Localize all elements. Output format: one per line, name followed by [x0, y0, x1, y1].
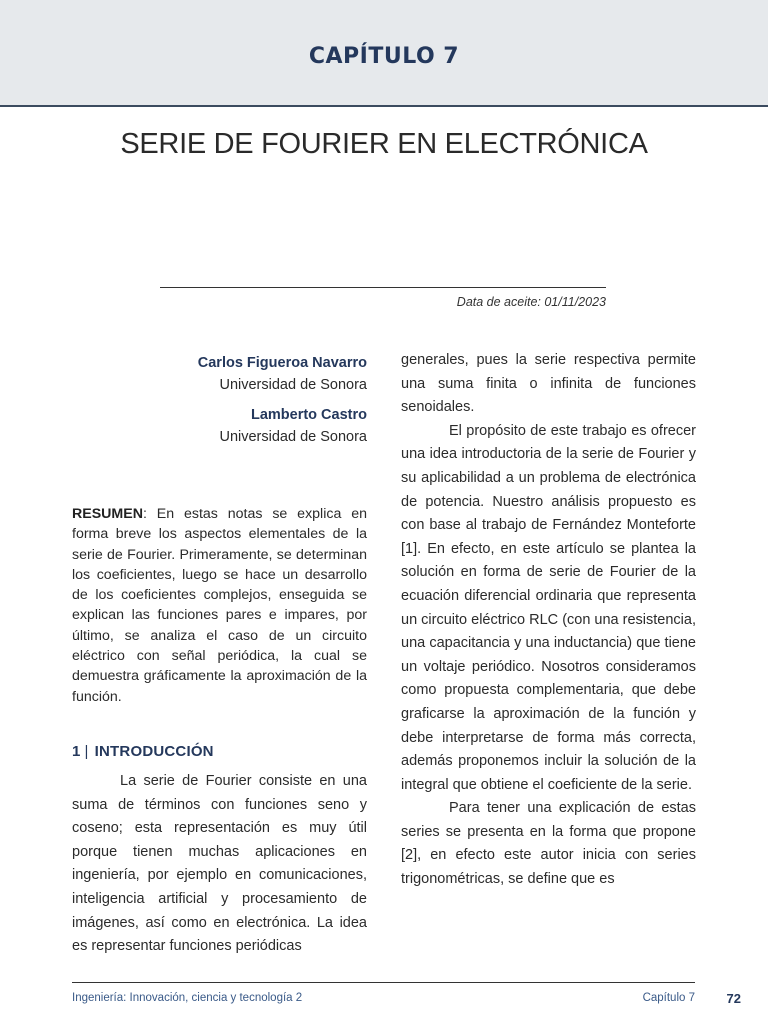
- author-entry: [72, 352, 367, 396]
- document-title: SERIE DE FOURIER EN ELECTRÓNICA: [120, 128, 648, 160]
- section-heading: [72, 743, 367, 760]
- author-name: Carlos Figueroa Navarro: [197, 355, 367, 371]
- author-name: Lamberto Castro: [250, 407, 367, 423]
- right-column: [401, 349, 696, 892]
- footer-chapter: Capítulo 7: [642, 992, 695, 1004]
- page-number: 72: [726, 991, 741, 1006]
- chapter-heading: CAPÍTULO 7: [308, 44, 460, 69]
- section-title: INTRODUCCIÓN: [94, 742, 214, 760]
- intro-paragraph: La serie de Fourier consiste en una suma de términos con funciones seno y coseno; esta representación es muy útil porque tienen muchas aplicaciones en ingeniería, por ejemplo en comunicaciones, inteligencia artificial y procesamiento de imágenes, así como en electrónica. La idea es representar funciones periódicas: [72, 772, 367, 955]
- footer-divider: [72, 982, 695, 983]
- footer-book-title: Ingeniería: Innovación, ciencia y tecnología 2: [72, 992, 303, 1004]
- author-entry: [72, 404, 367, 448]
- abstract-text: : En estas notas se explica en forma breve los aspectos elementales de la serie de Fourier. Primeramente, se determinan los coeficientes, luego se hace un desarrollo de los coeficientes complejos, enseguida se explican las funciones pares e impares, por último, se analiza el caso de un circuito eléctrico con señal periódica, la cual se demuestra gráficamente la aproximación de la función.: [72, 506, 367, 705]
- section-separator: |: [84, 742, 89, 760]
- abstract-label: RESUMEN: [72, 506, 143, 522]
- abstract: [72, 504, 367, 707]
- author-block: [72, 352, 367, 448]
- author-affiliation: Universidad de Sonora: [219, 377, 367, 393]
- title-divider: [160, 287, 606, 288]
- paragraph-continuation: generales, pues la serie respectiva permite una suma finita o infinita de funciones senoidales.: [401, 352, 696, 416]
- section-number: 1: [72, 742, 81, 760]
- left-column: [72, 352, 367, 959]
- paragraph-explanation: Para tener una explicación de estas series se presenta en la forma que propone [2], en efecto este autor inicia con series trigonométricas, se define que es: [401, 800, 696, 888]
- paragraph-purpose: El propósito de este trabajo es ofrecer una idea introductoria de la serie de Fourier y su aplicabilidad a un problema de electrónica de potencia. Nuestro análisis propuesto es con base al trabajo de Fernández Monteforte [1]. En efecto, en este artículo se plantea la solución en forma de serie de Fourier de la ecuación diferencial ordinaria que representa un circuito eléctrico RLC (con una resistencia, una capacitancia y una inductancia) que tiene un voltaje periódico. Nosotros consideramos como propuesta complementaria, que debe graficarse la aproximación de la función y debe interpretarse de forma más correcta, además proponemos incluir la solución de la integral que obtiene el coeficiente de la serie.: [401, 422, 696, 793]
- author-affiliation: Universidad de Sonora: [219, 429, 367, 445]
- acceptance-date: Data de aceite: 01/11/2023: [456, 295, 606, 309]
